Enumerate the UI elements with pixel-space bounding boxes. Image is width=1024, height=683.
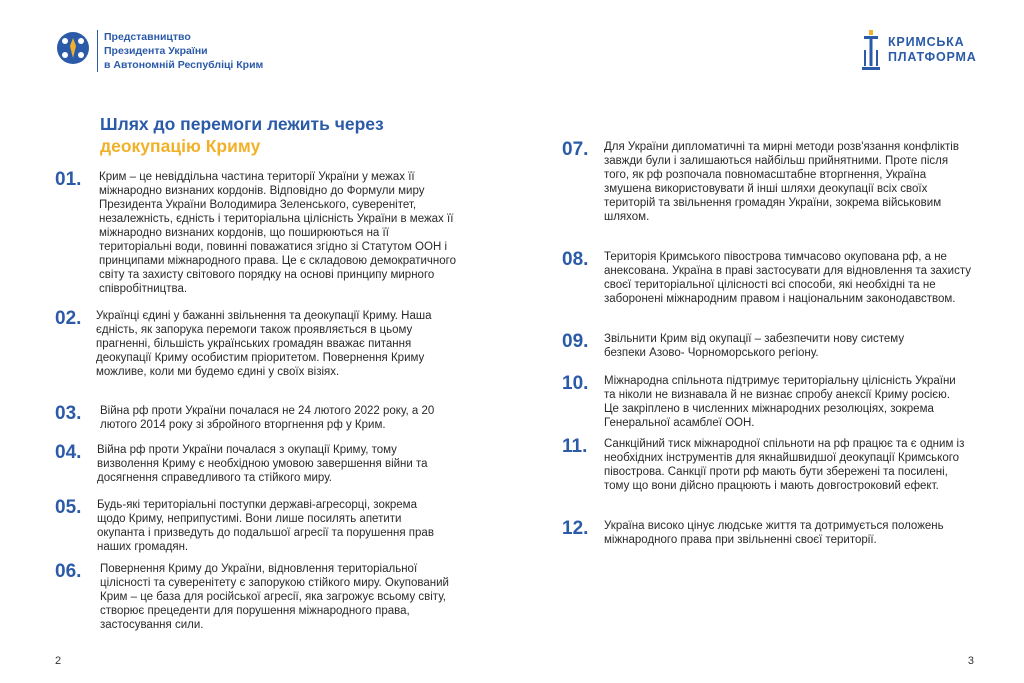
point-item xyxy=(562,436,982,493)
point-item xyxy=(55,169,475,296)
title-line-2: деокупацію Криму xyxy=(100,136,261,156)
point-number: 08. xyxy=(562,249,589,270)
point-number: 05. xyxy=(55,497,82,518)
point-text: Звільнити Крим від окупації – забезпечити нову систему безпеки Азово- Чорноморського регіону. xyxy=(604,333,905,359)
title-line-1: Шлях до перемоги лежить через xyxy=(100,114,384,134)
point-number: 03. xyxy=(55,403,82,424)
organization-name-line: в Автономній Республіці Крим xyxy=(104,59,264,71)
point-number: 11. xyxy=(562,436,588,457)
point-item xyxy=(55,497,475,554)
point-item xyxy=(562,139,982,224)
organization-name-line: Президента України xyxy=(104,45,208,57)
point-text: Крим – це невіддільна частина території України у межах її міжнародно визнаних кордонів. Відповідно до Формули миру Президента України Володимира Зеленського, суверенітет, незалежність, єдність і територіальна цілісність України в межах її міжнародно визнаних кордонів, що поширюються на її територіальні води, повинні поважатися згідно зі Статутом ООН і принципами міжнародного права. Це є складовою демократичного світу та захисту світового порядку на основі принципу мирного співробітництва. xyxy=(99,171,456,295)
point-number: 09. xyxy=(562,331,589,352)
organization-name xyxy=(97,30,263,72)
point-text: Міжнародна спільнота підтримує територіальну цілісність України та ніколи не визнавала й не визнає спробу анексії Криму росією. Це закріплено в численних міжнародних резолюціях, зокрема Генеральної асамблеї ООН. xyxy=(604,375,956,429)
point-item xyxy=(562,331,982,360)
brand-line: КРИМСЬКА xyxy=(888,35,965,49)
point-number: 06. xyxy=(55,561,82,582)
point-text: Санкційний тиск міжнародної спільноти на рф працює та є одним із необхідних інструментів для якнайшвидшої деокупації Кримського півострова. Санкції проти рф мають бути збережені та посилені, тому що вони дійсно працюють і мають довгостроковий ефект. xyxy=(604,438,965,492)
right-page xyxy=(512,0,1024,683)
point-number: 12. xyxy=(562,518,589,539)
point-item xyxy=(55,308,475,379)
point-item xyxy=(55,403,475,432)
point-text: Україна високо цінує людське життя та дотримується положень міжнародного права при звільненні своєї території. xyxy=(604,520,944,546)
coat-of-arms-icon xyxy=(55,30,91,66)
page-title xyxy=(100,113,384,157)
point-number: 02. xyxy=(55,308,82,329)
point-text: Для України дипломатичні та мирні методи розв'язання конфліктів завжди були і залишаються найбільш прийнятними. Проте після того, як рф розпочала повномасштабне вторгнення, Україна змушена використовувати й інші шляхи деокупації всіх своїх територій та звільнення громадян України, зокрема військовим шляхом. xyxy=(604,141,959,223)
point-item xyxy=(562,373,982,430)
point-item xyxy=(562,249,982,306)
point-item xyxy=(55,442,475,485)
page-number: 2 xyxy=(55,655,62,667)
point-number: 07. xyxy=(562,139,589,160)
point-text: Війна рф проти України почалася не 24 лютого 2022 року, а 20 лютого 2014 року зі збройного вторгнення рф у Крим. xyxy=(100,405,435,431)
point-number: 04. xyxy=(55,442,82,463)
page-number: 3 xyxy=(967,655,974,667)
point-item xyxy=(562,518,982,547)
point-number: 01. xyxy=(55,169,82,190)
brand-line: ПЛАТФОРМА xyxy=(888,50,977,64)
point-text: Повернення Криму до України, відновлення територіальної цілісності та суверенітету є запорукою стійкого миру. Окупований Крим – це база для російської агресії, яка загрожує всьому світу, створює прецеденти для порушення міжнародного права, застосування сили. xyxy=(100,563,449,631)
point-text: Будь-які територіальні поступки державі-агресорці, зокрема щодо Криму, неприпустимі. Вони лише посилять апетити окупанта і призведуть до подальшої агресії та порушення прав наших громадян. xyxy=(97,499,434,553)
organization-header xyxy=(55,30,263,72)
crimea-platform-logo xyxy=(862,30,977,70)
organization-name-line: Представництво xyxy=(104,31,191,43)
point-text: Українці єдині у бажанні звільнення та деокупації Криму. Наша єдність, як запорука перемоги також проявляється в цьому прагненні, більшість українських громадян вважає питання деокупації Криму особистим пріоритетом. Повернення Криму можливе, коли ми будемо єдині у своїх візіях. xyxy=(96,310,432,378)
point-text: Війна рф проти України почалася з окупації Криму, тому визволення Криму є необхідною умовою завершення війни та досягнення справедливого та стійкого миру. xyxy=(97,444,428,484)
point-item xyxy=(55,561,475,632)
crimea-platform-mark-icon xyxy=(862,30,880,70)
crimea-platform-wordmark xyxy=(888,35,977,65)
point-number: 10. xyxy=(562,373,589,394)
point-text: Територія Кримського півострова тимчасово окупована рф, а не анексована. Україна в праві застосувати для відновлення та захисту своєї територіальної цілісності всі способи, які необхідні та не заборонені міжнародним правом і національним законодавством. xyxy=(604,251,971,305)
